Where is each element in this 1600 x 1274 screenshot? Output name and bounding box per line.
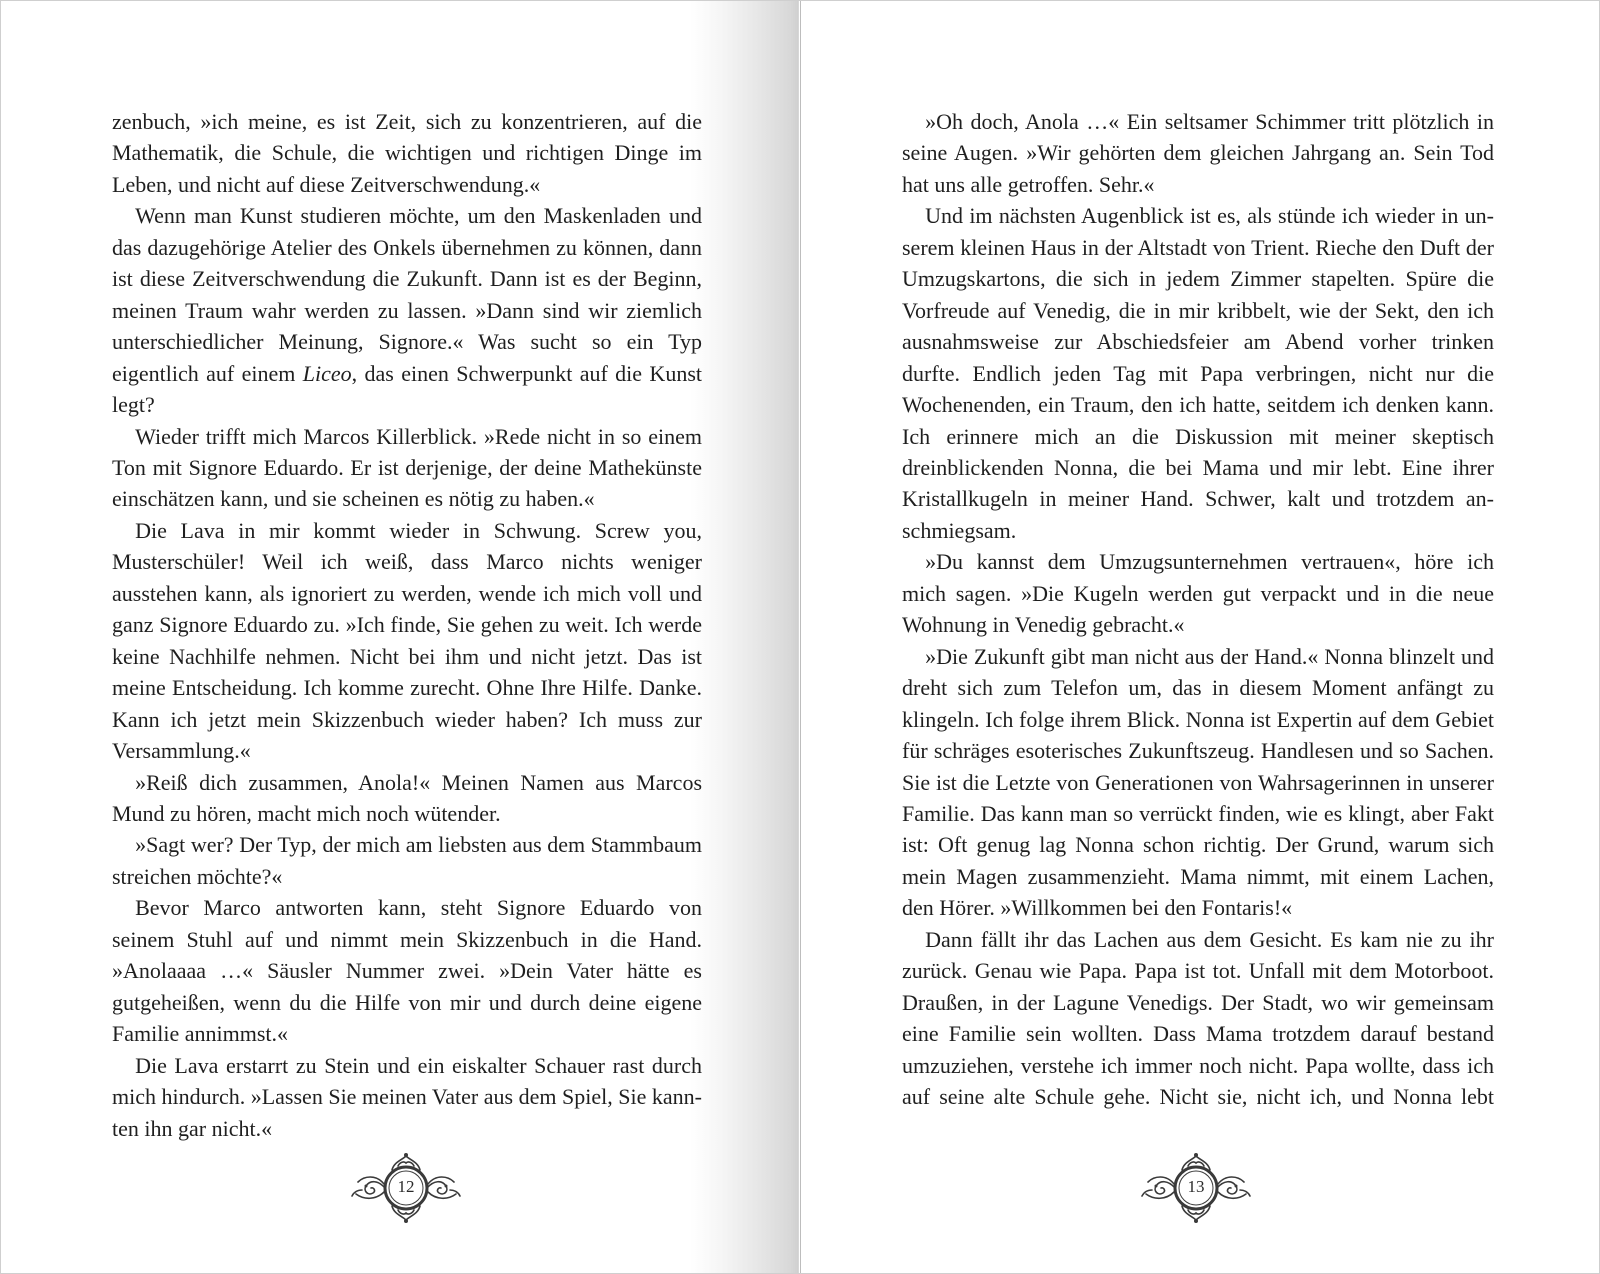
text-run: Bevor Marco antworten kann, steht Signore Eduardo von seinem Stuhl auf und nimmt mein Skizzenbuch in die Hand. »Anolaaaa …« Säusler Nummer zwei. »Dein Vater hätte es gutgeheißen, wenn du die Hilfe von mir und durch deine eigene Familie annimmst.« — [112, 895, 702, 1047]
paragraph — [902, 546, 1494, 640]
text-run: Und im nächsten Augenblick ist es, als stünde ich wieder in unserem kleinen Haus in der Altstadt von Trient. Rieche den Duft der Umzugskartons, die sich in jedem Zimmer stapelten. Spüre die Vorfreude auf Venedig, die in mir kribbelt, wie der Sekt, den ich ausnahmsweise zur Abschiedsfeier am Abend vorher trinken durfte. Endlich jeden Tag mit Papa verbringen, nicht nur die Wochenenden, ein Traum, den ich hatte, seitdem ich denken kann. Ich erinnere mich an die Diskussion mit meiner skeptisch dreinblickenden Nonna, die bei Mama und mir lebt. Eine ihrer Kristallkugeln in meiner Hand. Schwer, kalt und trotzdem anschmiegsam. — [902, 203, 1494, 543]
text-run: »Sagt wer? Der Typ, der mich am liebsten aus dem Stammbaum streichen möchte?« — [112, 832, 702, 889]
text-run: zenbuch, »ich meine, es ist Zeit, sich zu konzentrieren, auf die Mathematik, die Schule, die wichtigen und richtigen Dinge im Leben, und nicht auf diese Zeitverschwendung.« — [112, 109, 702, 197]
paragraph — [902, 924, 1494, 1113]
paragraph — [112, 421, 702, 515]
text-run: »Du kannst dem Umzugsunternehmen vertrauen«, höre ich mich sagen. »Die Kugeln werden gut verpackt und in die neue Wohnung in Venedig gebracht.« — [902, 549, 1494, 638]
left-page — [0, 0, 799, 1274]
paragraph — [112, 515, 702, 767]
paragraph — [112, 200, 702, 420]
text-run: , das einen Schwerpunkt auf die Kunst legt? — [112, 360, 702, 418]
text-run: Die Lava erstarrt zu Stein und ein eiskalter Schauer rast durch mich hindurch. »Lassen Sie meinen Vater aus dem Spiel, Sie kannten ihn gar nicht.« — [112, 1052, 702, 1141]
paragraph — [902, 200, 1494, 546]
italic-text: Liceo — [302, 360, 352, 386]
paragraph — [112, 106, 702, 200]
paragraph — [112, 892, 702, 1049]
left-page-text — [112, 106, 702, 1144]
paragraph — [112, 829, 702, 892]
left-page-folio — [348, 1150, 464, 1230]
right-page-folio — [1138, 1150, 1254, 1230]
text-run: »Die Zukunft gibt man nicht aus der Hand.« Nonna blinzelt und dreht sich zum Telefon um, das in diesem Moment anfängt zu klingeln. Ich folge ihrem Blick. Nonna ist Expertin auf dem Gebiet für schräges esoterisches Zukunftszeug. Handlesen und so Sachen. Sie ist die Letzte von Generationen von Wahrsagerinnen in unserer Familie. Das kann man so verrückt finden, wie es klingt, aber Fakt ist: Oft genug lag Nonna schon richtig. Der Grund, warum sich mein Magen zusammenzieht. Mama nimmt, mit einem Lachen, den Hörer. »Willkommen bei den Fontaris!« — [902, 643, 1494, 921]
right-page — [800, 0, 1600, 1274]
text-run: Die Lava in mir kommt wieder in Schwung. Screw you, Musterschüler! Weil ich weiß, dass Marco nichts weniger ausstehen kann, als ignoriert zu werden, wende ich mich voll und ganz Signore Eduardo zu. »Ich finde, Sie gehen zu weit. Ich werde keine Nachhilfe nehmen. Nicht bei ihm und nicht jetzt. Das ist meine Entscheidung. Ich komme zurecht. Ohne Ihre Hilfe. Danke. Kann ich jetzt mein Skizzenbuch wieder haben? Ich muss zur Versammlung.« — [112, 517, 702, 764]
paragraph — [112, 1050, 702, 1144]
text-run: Wieder trifft mich Marcos Killerblick. »Rede nicht in so einem Ton mit Signore Eduardo. Er ist derjenige, der deine Mathekünste einschätzen kann, und sie scheinen es nötig zu haben.« — [112, 423, 702, 512]
text-run: Wenn man Kunst studieren möchte, um den Maskenladen und das dazugehörige Atelier des Onkels übernehmen zu können, dann ist diese Zeitverschwendung die Zukunft. Dann ist es der Beginn, meinen Traum wahr werden zu lassen. »Dann sind wir ziemlich unterschiedlicher Meinung, Signore.« Was sucht so ein Typ eigentlich auf einem — [112, 203, 702, 386]
page-number: 13 — [1187, 1177, 1205, 1196]
right-page-text — [902, 106, 1494, 1113]
page-number: 12 — [397, 1177, 415, 1196]
paragraph — [902, 641, 1494, 924]
text-run: Dann fällt ihr das Lachen aus dem Gesicht. Es kam nie zu ihr zurück. Genau wie Papa. Papa ist tot. Unfall mit dem Motorboot. Draußen, in der Lagune Venedigs. Der Stadt, wo wir gemeinsam eine Familie sein wollten. Dass Mama trotzdem darauf bestand umzuziehen, verstehe ich immer noch nicht. Papa wollte, dass ich auf seine alte Schule gehe. Nicht sie, nicht ich, und Nonna lebt — [902, 926, 1494, 1110]
paragraph — [902, 106, 1494, 200]
paragraph — [112, 767, 702, 830]
text-run: »Oh doch, Anola …« Ein seltsamer Schimmer tritt plötzlich in seine Augen. »Wir gehörten dem gleichen Jahrgang an. Sein Tod hat uns alle getroffen. Sehr.« — [902, 109, 1494, 197]
text-run: »Reiß dich zusammen, Anola!« Meinen Namen aus Marcos Mund zu hören, macht mich noch wütender. — [112, 769, 702, 826]
